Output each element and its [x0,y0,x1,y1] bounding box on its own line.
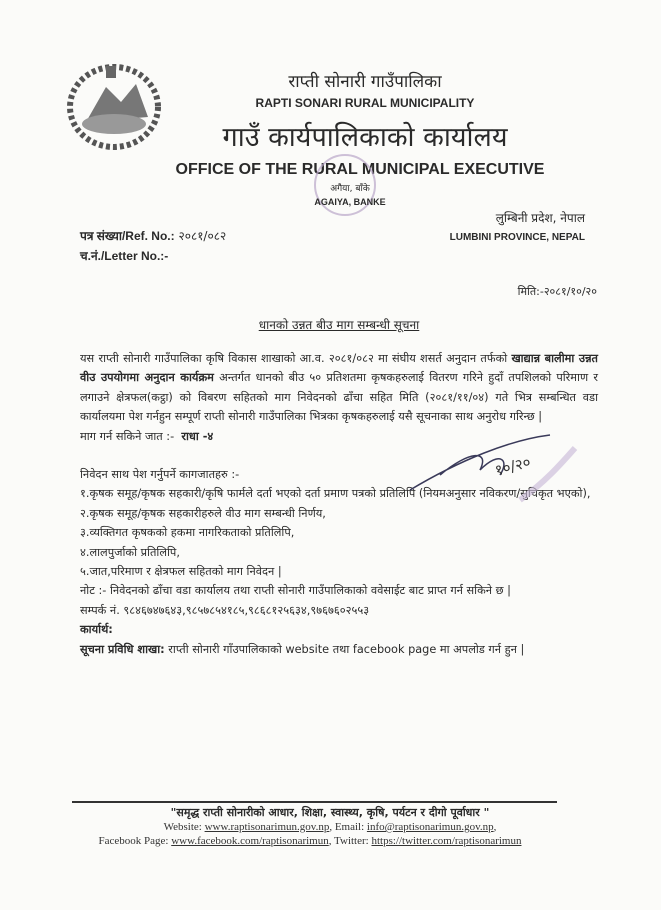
doc-item: ३.व्यक्तिगत कृषकको हकमा नागरिकताको प्रतिलिपि, [80,526,295,540]
ref-number: पत्र संख्या/Ref. No.: २०८१/०८२ [80,229,227,243]
footer-contact: Website: www.raptisonarimun.gov.np, Email: info@raptisonarimun.gov.np, [163,821,497,833]
notice-date: मिति:-२०८१/१०/२० [517,285,597,298]
doc-item: ४.लालपुर्जाको प्रतिलिपि, [80,545,180,559]
action-label: कार्यार्थ: [80,623,113,637]
province-np: लुम्बिनी प्रदेश, नेपाल [495,211,585,225]
it-branch-line: सूचना प्रविधि शाखा: राप्ती सोनारी गाँउपालिकाको website तथा facebook page मा अपलोड गर्न हुन | [80,642,525,656]
note: नोट :- निवेदनको ढाँचा वडा कार्यालय तथा राप्ती सोनारी गाउँपालिकाको ववेसाईट बाट प्राप्त गर्न सकिने छ | [80,584,511,598]
variety-line: माग गर्न सकिने जात :- राधा -४ [80,429,214,443]
notice-subject: धानको उन्नत बीउ माग सम्बन्धी सूचना [258,318,420,332]
office-name-en: OFFICE OF THE RURAL MUNICIPAL EXECUTIVE [175,161,545,178]
docs-heading: निवेदन साथ पेश गर्नुपर्ने कागजातहरु :- [80,468,240,482]
email-link[interactable]: info@raptisonarimun.gov.np [366,821,494,833]
doc-item: २.कृषक समूह/कृषक सहकारीहरुले वीउ माग सम्बन्धी निर्णय, [80,506,326,520]
website-link[interactable]: www.raptisonarimun.gov.np [204,821,330,833]
signature-date: १०/२० [492,452,533,480]
footer-social: Facebook Page: www.facebook.com/raptisonarimun, Twitter: https://twitter.com/raptisonarimun [98,835,522,847]
location-np: अगैया, बाँके [330,184,370,194]
footer-divider [72,801,557,803]
facebook-link[interactable]: www.facebook.com/raptisonarimun [171,835,329,847]
doc-item: १.कृषक समूह/कृषक सहकारी/कृषि फार्मले दर्ता भएको दर्ता प्रमाण पत्रको प्रतिलिपि (नियमअनुसार नविकरण/सुचिकृत भएको), [80,487,591,501]
province-en: LUMBINI PROVINCE, NEPAL [449,232,585,243]
location-en: AGAIYA, BANKE [314,197,386,207]
office-name-np: गाउँ कार्यपालिकाको कार्यालय [222,122,508,153]
municipality-name-en: RAPTI SONARI RURAL MUNICIPALITY [255,96,475,110]
intro-paragraph: यस राप्ती सोनारी गाउँपालिका कृषि विकास शाखाको आ.व. २०८१/०८२ मा संघीय शसर्त अनुदान तर्फको खाद्यान्न बालीमा उन्नत वीउ उपयोगमा अनुदान कार्यक्रम अन्तर्गत धानको बीउ ५० प्रतिशतमा कृषकहरुलाई वितरण गरिने हुदाँ तपशिलको परिमाण र लगाउने क्षेत्रफल(कट्ठा) को विबरण सहितको माग निवेदनको ढाँचा सहित मिति (२०८१/११/०४) गते भित्र सम्बन्धित वडा कार्यालयमा पेश गर्नहुन सम्पूर्ण राप्ती सोनारी गाउँपालिका भित्रका कृषकहरुलाई यसै सूचनाका साथ अनुरोध गरिन्छ | [80,352,598,424]
signature [400,420,600,520]
doc-item: ५.जात,परिमाण र क्षेत्रफल सहितको माग निवेदन | [80,565,282,579]
contact-numbers: सम्पर्क नं. ९८४६७४७६४३,९८५७८५४१८५,९८६८१२५६३४,९७६७६०२५५३ [80,603,370,617]
municipality-name-np: राप्ती सोनारी गाउँपालिका [288,72,442,92]
footer-slogan: "समृद्ध राप्ती सोनारीको आधार, शिक्षा, स्वास्थ्य, कृषि, पर्यटन र दीगो पूर्वाधार " [170,806,490,819]
letter-number: च.नं./Letter No.:- [80,249,169,263]
twitter-link[interactable]: https://twitter.com/raptisonarimun [371,835,522,847]
